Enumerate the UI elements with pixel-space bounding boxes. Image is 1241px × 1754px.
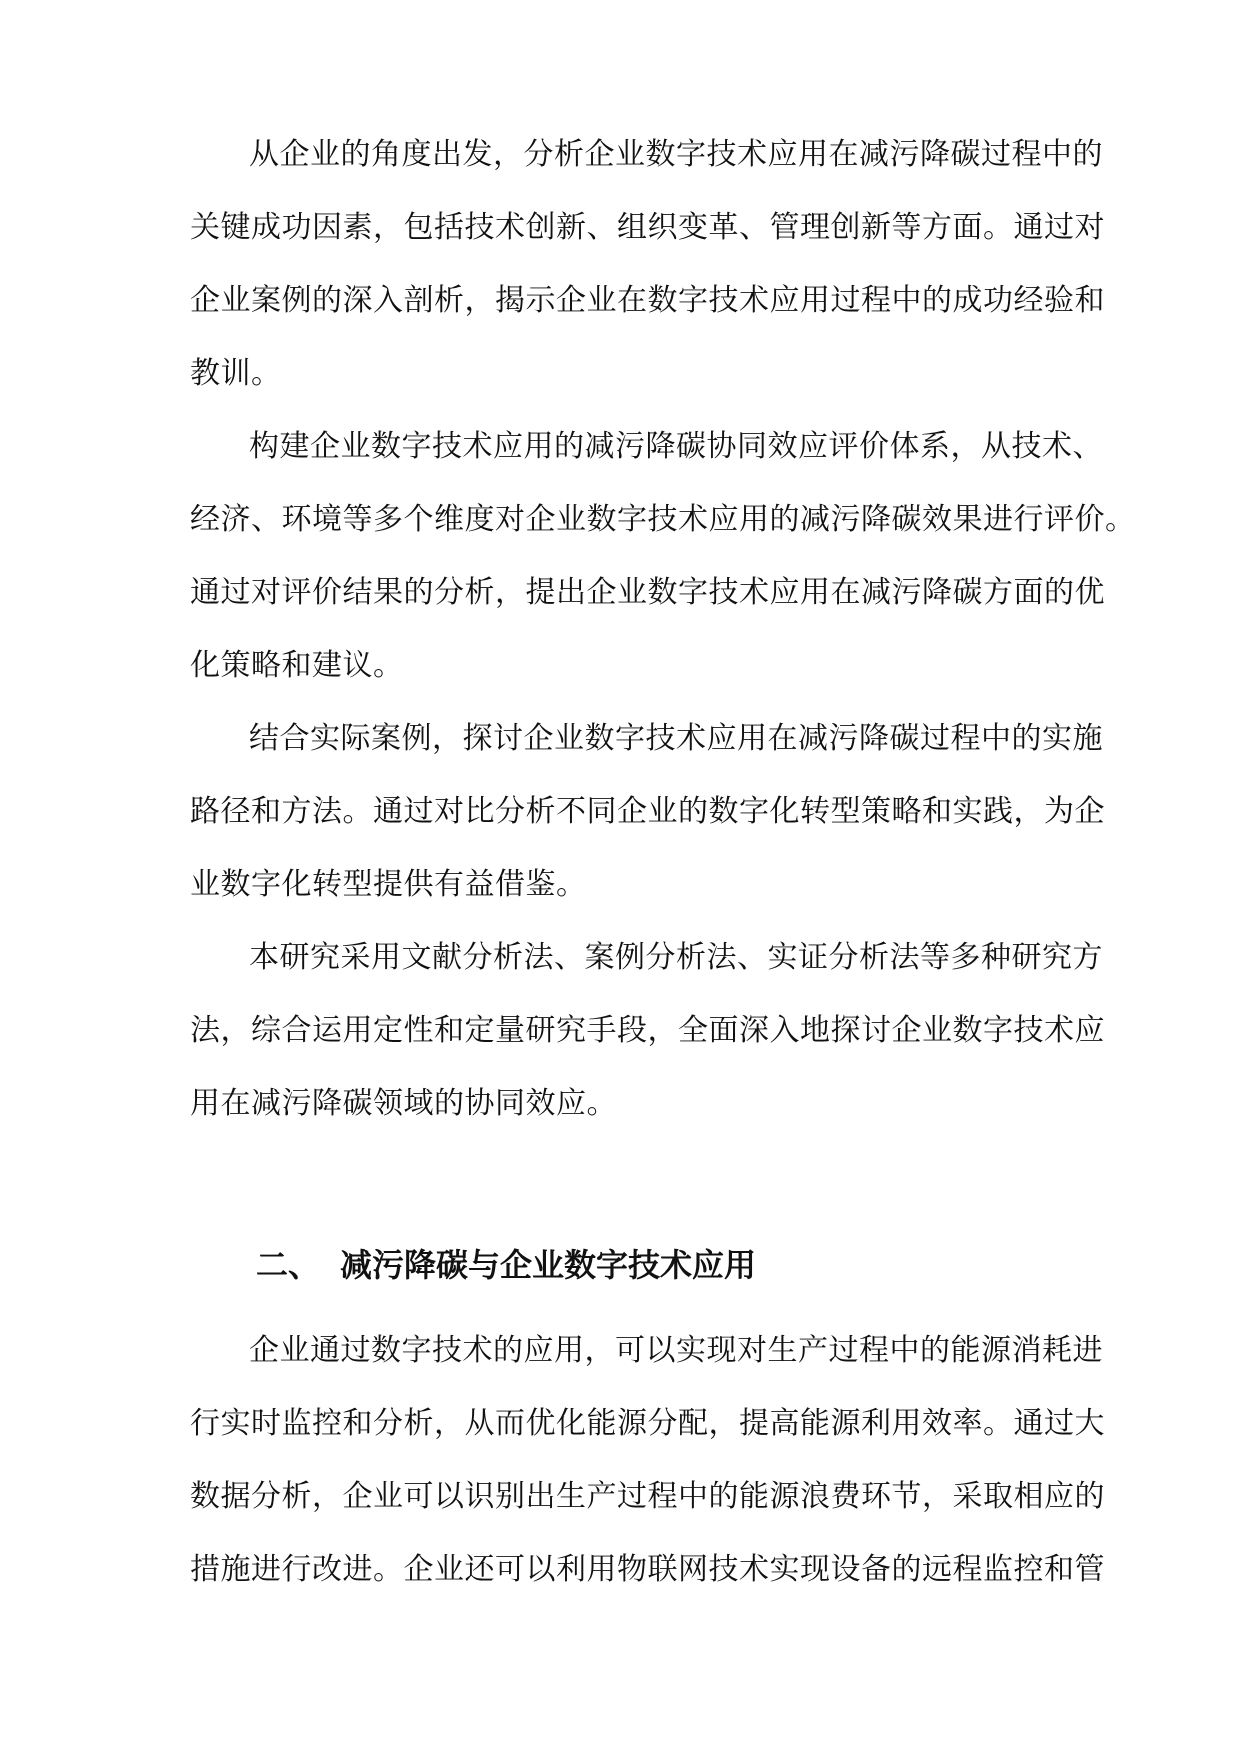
text-line: 路径和方法。通过对比分析不同企业的数字化转型策略和实践，为企	[190, 794, 1105, 829]
section-number: 二、	[256, 1246, 321, 1284]
text-line: 法，综合运用定性和定量研究手段，全面深入地探讨企业数字技术应	[190, 1013, 1105, 1048]
text-line: 结合实际案例，探讨企业数字技术应用在减污降碳过程中的实施	[249, 721, 1103, 756]
text-line: 关键成功因素，包括技术创新、组织变革、管理创新等方面。通过对	[190, 210, 1105, 245]
text-line: 业数字化转型提供有益借鉴。	[190, 867, 587, 902]
text-line: 化策略和建议。	[190, 648, 404, 683]
section-heading	[256, 1243, 756, 1287]
text-line: 构建企业数字技术应用的减污降碳协同效应评价体系，从技术、	[249, 429, 1103, 464]
text-line: 措施进行改进。企业还可以利用物联网技术实现设备的远程监控和管	[190, 1552, 1105, 1587]
text-line: 从企业的角度出发，分析企业数字技术应用在减污降碳过程中的	[249, 137, 1103, 172]
text-line: 经济、环境等多个维度对企业数字技术应用的减污降碳效果进行评价。	[190, 502, 1136, 537]
section-title: 减污降碳与企业数字技术应用	[340, 1246, 757, 1284]
text-line: 用在减污降碳领域的协同效应。	[190, 1086, 617, 1121]
text-line: 企业案例的深入剖析，揭示企业在数字技术应用过程中的成功经验和	[190, 283, 1105, 318]
text-line: 通过对评价结果的分析，提出企业数字技术应用在减污降碳方面的优	[190, 575, 1105, 610]
text-line: 企业通过数字技术的应用，可以实现对生产过程中的能源消耗进	[249, 1333, 1103, 1368]
text-line: 本研究采用文献分析法、案例分析法、实证分析法等多种研究方	[249, 940, 1103, 975]
text-line: 数据分析，企业可以识别出生产过程中的能源浪费环节，采取相应的	[190, 1479, 1105, 1514]
text-line: 行实时监控和分析，从而优化能源分配，提高能源利用效率。通过大	[190, 1406, 1105, 1441]
text-line: 教训。	[190, 356, 282, 391]
